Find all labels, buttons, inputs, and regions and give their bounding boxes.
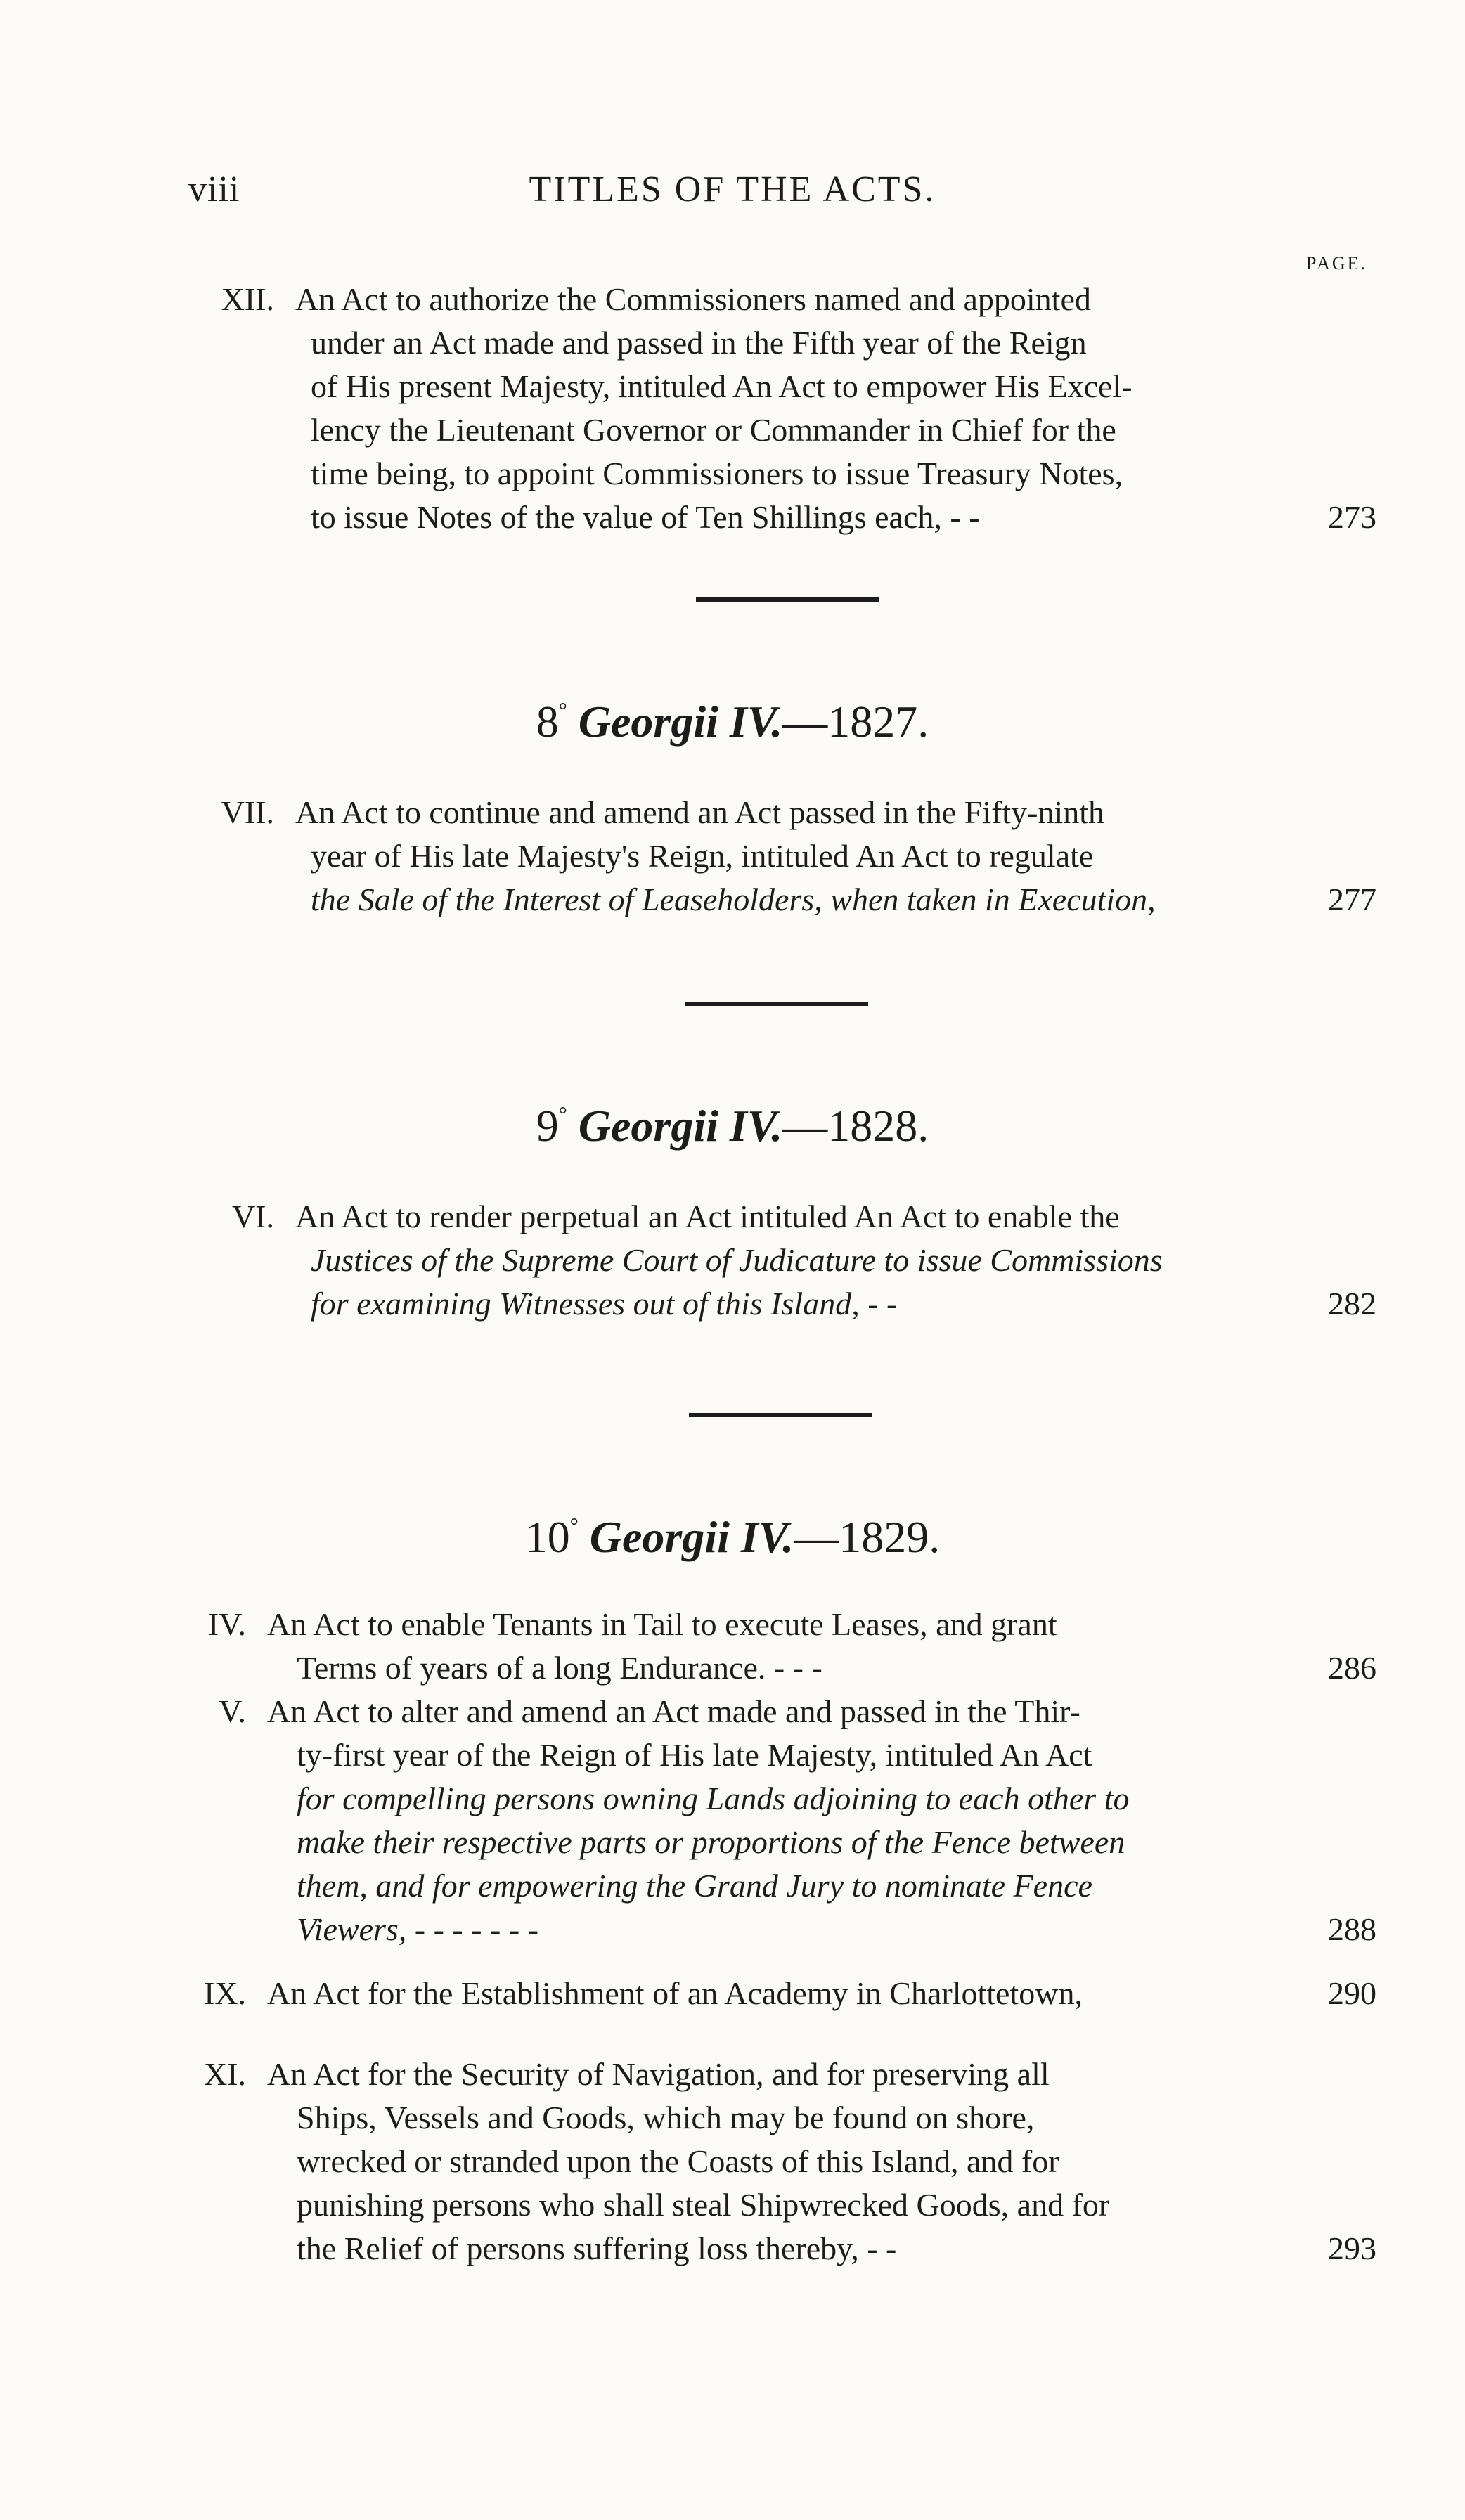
act-title xyxy=(267,1603,1237,1690)
section-heading-1829 xyxy=(0,1511,1465,1563)
act-line: to issue Notes of the value of Ten Shillings each, - - xyxy=(311,499,980,535)
page-column-label: PAGE. xyxy=(1306,253,1368,273)
degree-mark: ° xyxy=(558,1103,567,1126)
act-line: An Act to alter and amend an Act made and passed in the Thir- xyxy=(267,1693,1080,1729)
act-line: Viewers, - - - - - - - xyxy=(297,1911,539,1947)
calendar-year: —1829. xyxy=(794,1512,941,1562)
act-title xyxy=(295,278,1265,539)
act-line: the Sale of the Interest of Leaseholders, when taken in Execution, xyxy=(311,881,1156,917)
section-heading-1827 xyxy=(0,696,1465,748)
act-line: Terms of years of a long Endurance. - - - xyxy=(297,1650,822,1686)
act-number: VII. xyxy=(221,794,274,830)
act-line: An Act to continue and amend an Act passed in the Fifty-ninth xyxy=(295,794,1105,830)
act-line: An Act for the Security of Navigation, and for preserving all xyxy=(267,2056,1050,2092)
act-line: An Act to render perpetual an Act intituled An Act to enable the xyxy=(295,1198,1120,1234)
act-line: An Act to enable Tenants in Tail to execute Leases, and grant xyxy=(267,1606,1057,1642)
degree-mark: ° xyxy=(558,699,567,722)
act-line: make their respective parts or proportions of the Fence between xyxy=(297,1824,1125,1860)
monarch-name: Georgii IV. xyxy=(578,697,783,747)
page-number: 293 xyxy=(1328,2230,1376,2266)
section-heading-1828 xyxy=(0,1100,1465,1152)
page-number: 277 xyxy=(1328,881,1376,917)
act-line: time being, to appoint Commissioners to issue Treasury Notes, xyxy=(311,455,1123,491)
page-number: 286 xyxy=(1328,1650,1376,1686)
regnal-year: 8 xyxy=(536,697,559,747)
degree-mark: ° xyxy=(569,1514,579,1537)
act-line: wrecked or stranded upon the Coasts of this Island, and for xyxy=(297,2143,1059,2179)
act-line: the Relief of persons suffering loss thereby, - - xyxy=(297,2230,897,2266)
page-title: TITLES OF THE ACTS. xyxy=(529,169,936,209)
section-divider xyxy=(685,1002,868,1006)
act-line: for examining Witnesses out of this Island, - - xyxy=(311,1286,898,1322)
act-line: of His present Majesty, intituled An Act to empower His Excel- xyxy=(311,368,1132,404)
act-number: V. xyxy=(219,1693,246,1729)
page-number: 273 xyxy=(1328,499,1376,535)
act-number: XII. xyxy=(221,281,274,317)
page-number: 290 xyxy=(1328,1975,1376,2011)
regnal-year: 10 xyxy=(524,1512,570,1562)
act-title xyxy=(295,1195,1265,1326)
act-number: IV. xyxy=(207,1606,246,1642)
monarch-name: Georgii IV. xyxy=(589,1512,794,1562)
act-line: ty-first year of the Reign of His late Majesty, intituled An Act xyxy=(297,1737,1092,1773)
act-line: year of His late Majesty's Reign, intituled An Act to regulate xyxy=(311,838,1094,874)
calendar-year: —1828. xyxy=(782,1101,929,1151)
page-number: 288 xyxy=(1328,1911,1376,1947)
section-divider xyxy=(689,1413,872,1417)
act-title xyxy=(267,1690,1237,1951)
act-line: Justices of the Supreme Court of Judicature to issue Commissions xyxy=(311,1242,1163,1278)
act-line: An Act for the Establishment of an Academy in Charlottetown, xyxy=(267,1975,1083,2011)
act-number: IX. xyxy=(203,1975,246,2011)
act-line: lency the Lieutenant Governor or Commander in Chief for the xyxy=(311,412,1116,448)
act-line: them, and for empowering the Grand Jury to nominate Fence xyxy=(297,1868,1092,1904)
running-head xyxy=(0,169,1465,225)
act-line: under an Act made and passed in the Fifth year of the Reign xyxy=(311,325,1087,361)
act-title xyxy=(267,1972,1237,2015)
act-line: An Act to authorize the Commissioners named and appointed xyxy=(295,281,1091,317)
act-line: punishing persons who shall steal Shipwrecked Goods, and for xyxy=(297,2187,1110,2223)
act-line: Ships, Vessels and Goods, which may be found on shore, xyxy=(297,2100,1035,2135)
act-number: VI. xyxy=(231,1198,274,1234)
section-divider xyxy=(696,597,879,602)
regnal-year: 9 xyxy=(536,1101,559,1151)
calendar-year: —1827. xyxy=(782,697,929,747)
page-folio: viii xyxy=(188,169,240,209)
act-line: for compelling persons owning Lands adjoining to each other to xyxy=(297,1781,1130,1816)
monarch-name: Georgii IV. xyxy=(578,1101,783,1151)
act-number: XI. xyxy=(203,2056,246,2092)
page-number: 282 xyxy=(1328,1286,1376,1322)
act-title xyxy=(267,2053,1237,2270)
act-title xyxy=(295,791,1265,922)
